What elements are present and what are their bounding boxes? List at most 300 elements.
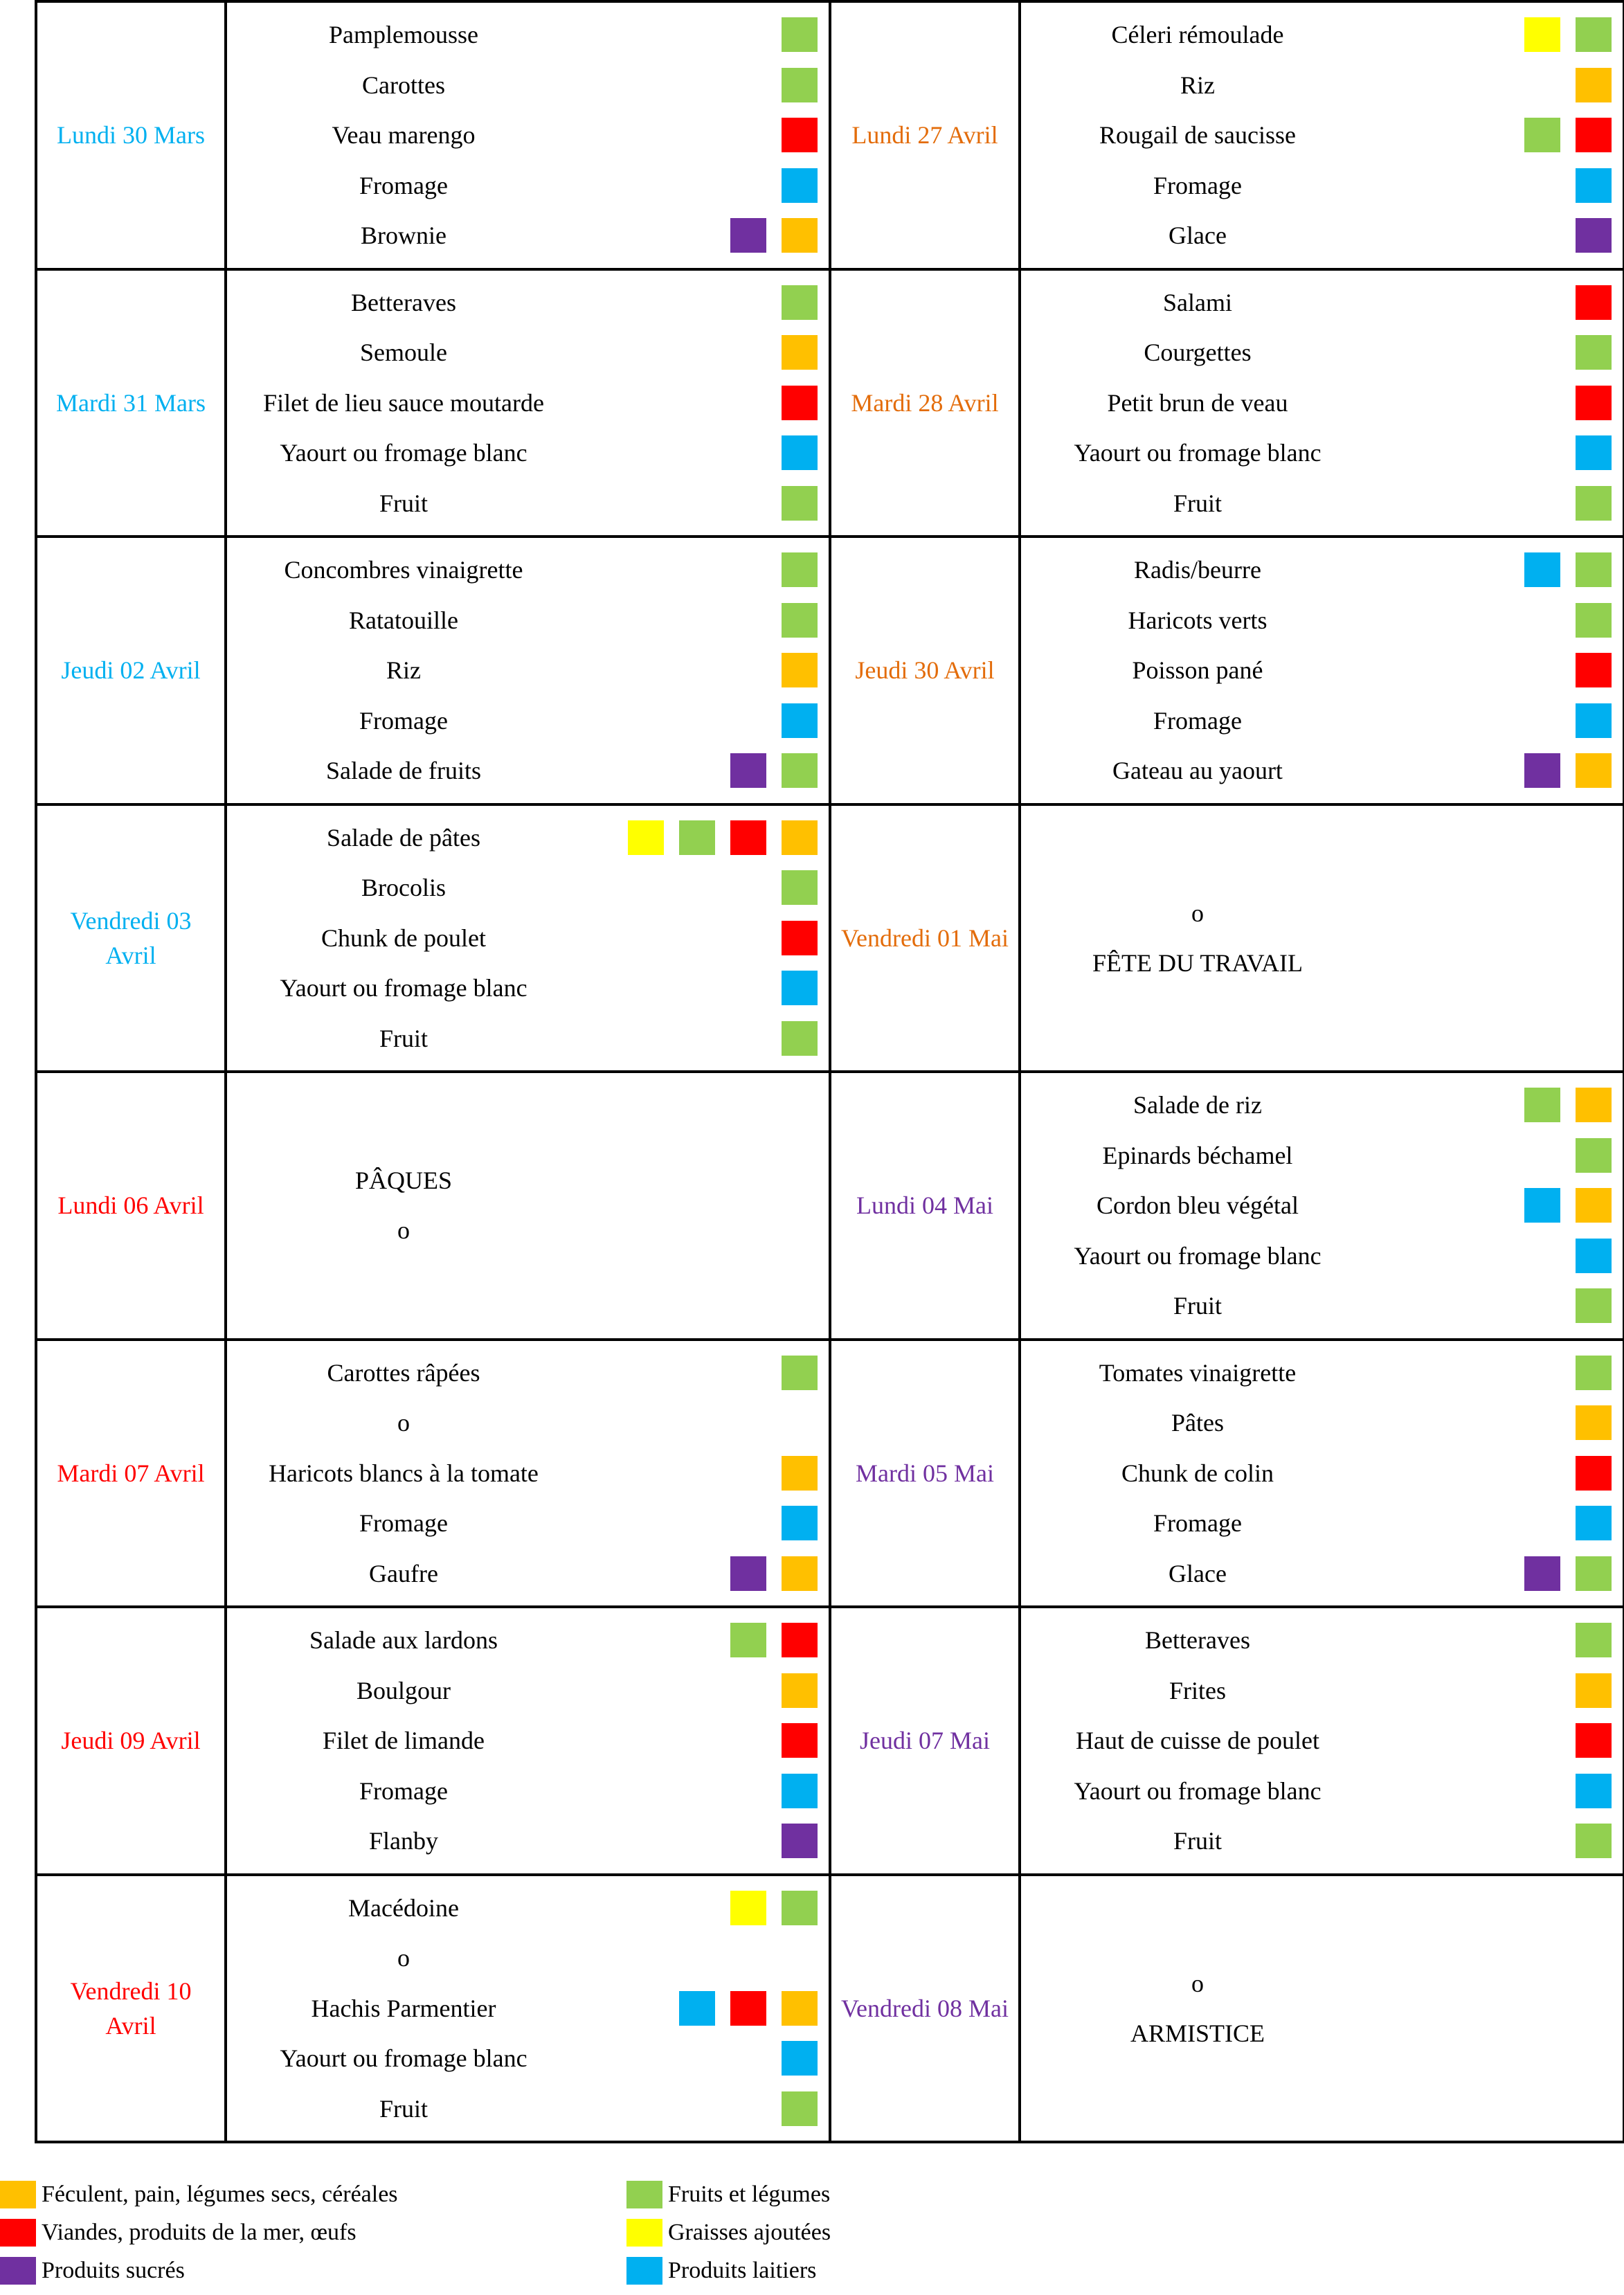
menu-item xyxy=(227,10,829,60)
menu-item-name: Poisson pané xyxy=(1132,656,1263,685)
menu-item-name: Fruit xyxy=(1173,489,1222,517)
day-menu xyxy=(1020,1340,1624,1608)
menu-item xyxy=(227,1398,829,1448)
menu-message-text: FÊTE DU TRAVAIL xyxy=(1092,948,1303,977)
food-group-swatch-laitier xyxy=(782,1774,818,1808)
food-group-swatches xyxy=(1576,335,1612,370)
menu-message xyxy=(227,1205,829,1255)
food-group-swatch-viande xyxy=(782,1623,818,1657)
food-group-swatch-feculent xyxy=(1576,1088,1612,1122)
day-menu xyxy=(226,1,830,269)
legend-label: Produits sucrés xyxy=(42,2258,185,2283)
food-group-swatches xyxy=(782,703,818,738)
menu-item-name: Gaufre xyxy=(369,1559,438,1587)
food-group-swatches xyxy=(782,653,818,687)
menu-row xyxy=(36,1,1624,269)
food-group-swatch-laitier xyxy=(782,1506,818,1540)
day-label: Mardi 07 Avril xyxy=(36,1340,226,1608)
menu-item-name: Veau marengo xyxy=(332,121,476,150)
food-group-swatches xyxy=(1524,118,1612,152)
day-label: Lundi 27 Avril xyxy=(830,1,1020,269)
menu-item-name: o xyxy=(397,1944,410,1972)
food-group-swatch-sucre xyxy=(782,1824,818,1858)
menu-item-name: Courgettes xyxy=(1144,339,1252,367)
food-group-swatch-fruits xyxy=(1576,1623,1612,1657)
food-group-swatches xyxy=(782,921,818,955)
food-group-swatches xyxy=(782,2091,818,2126)
food-group-swatches xyxy=(782,971,818,1005)
legend-swatch xyxy=(0,2181,36,2208)
menu-item xyxy=(1021,1615,1623,1665)
menu-item-name: Fromage xyxy=(1153,706,1242,735)
food-group-swatches xyxy=(730,218,818,253)
menu-item-name: Salade aux lardons xyxy=(309,1626,498,1655)
day-menu xyxy=(1020,537,1624,804)
menu-message xyxy=(1021,1958,1623,2008)
legend-swatch xyxy=(626,2181,662,2208)
menu-item xyxy=(1021,1180,1623,1230)
food-group-swatches xyxy=(782,285,818,320)
food-group-swatches xyxy=(782,1456,818,1491)
menu-item xyxy=(1021,428,1623,478)
day-menu xyxy=(1020,269,1624,537)
menu-item xyxy=(227,327,829,377)
day-menu xyxy=(1020,1607,1624,1875)
food-group-swatches xyxy=(782,335,818,370)
food-group-swatches xyxy=(782,118,818,152)
food-group-swatches xyxy=(782,1723,818,1758)
day-label: Jeudi 07 Mai xyxy=(830,1607,1020,1875)
menu-item-name: Salade de fruits xyxy=(326,757,481,785)
food-group-swatches xyxy=(1576,1405,1612,1440)
food-group-swatches xyxy=(1576,1456,1612,1491)
food-group-swatch-sucre xyxy=(1524,1556,1560,1591)
menu-item xyxy=(227,210,829,260)
menu-item xyxy=(1021,210,1623,260)
food-group-swatch-viande xyxy=(730,1991,766,2026)
legend-item-laitier xyxy=(626,2257,816,2285)
day-menu xyxy=(1020,1,1624,269)
food-group-swatch-fruits xyxy=(782,1891,818,1925)
food-group-swatches xyxy=(628,820,818,855)
food-group-swatch-viande xyxy=(782,118,818,152)
day-menu xyxy=(226,1875,830,2143)
menu-item xyxy=(227,1716,829,1765)
menu-item-name: Epinards béchamel xyxy=(1102,1141,1293,1169)
food-group-swatches xyxy=(782,386,818,420)
food-group-swatch-laitier xyxy=(1576,1506,1612,1540)
food-group-swatch-feculent xyxy=(1576,753,1612,788)
menu-item xyxy=(227,1013,829,1063)
legend-swatch xyxy=(626,2219,662,2247)
menu-item-name: Tomates vinaigrette xyxy=(1099,1358,1297,1387)
menu-item-name: Fruit xyxy=(379,489,428,517)
menu-item-name: Boulgour xyxy=(356,1676,451,1704)
menu-item-name: Yaourt ou fromage blanc xyxy=(1074,1241,1321,1270)
food-group-swatch-laitier xyxy=(1576,1239,1612,1273)
food-group-swatch-laitier xyxy=(782,168,818,203)
menu-item-name: Glace xyxy=(1169,1559,1227,1587)
menu-item-name: Fromage xyxy=(359,1776,448,1805)
legend-label: Viandes, produits de la mer, œufs xyxy=(42,2220,357,2245)
food-group-swatch-fruits xyxy=(1576,335,1612,370)
menu-item xyxy=(227,1615,829,1665)
food-group-swatches xyxy=(782,486,818,521)
menu-item xyxy=(227,60,829,110)
food-group-swatches xyxy=(1576,1138,1612,1173)
food-group-swatches xyxy=(1576,653,1612,687)
day-label: Jeudi 02 Avril xyxy=(36,537,226,804)
menu-item-name: Flanby xyxy=(368,1827,438,1855)
food-group-swatches xyxy=(1576,1356,1612,1390)
day-label: Vendredi 01 Mai xyxy=(830,804,1020,1072)
day-menu xyxy=(1020,1875,1624,2143)
menu-item xyxy=(1021,1230,1623,1280)
food-group-swatches xyxy=(1524,1188,1612,1223)
day-label: Jeudi 30 Avril xyxy=(830,537,1020,804)
food-group-swatches xyxy=(782,552,818,587)
menu-item xyxy=(227,746,829,795)
food-group-swatch-laitier xyxy=(1576,703,1612,738)
legend-label: Produits laitiers xyxy=(668,2258,817,2283)
food-group-swatches xyxy=(1576,285,1612,320)
day-label: Mardi 28 Avril xyxy=(830,269,1020,537)
food-group-swatch-graisse xyxy=(628,820,664,855)
day-label: Lundi 30 Mars xyxy=(36,1,226,269)
food-group-swatches xyxy=(730,1623,818,1657)
menu-item-name: Brocolis xyxy=(361,874,446,902)
menu-item xyxy=(227,645,829,695)
menu-item xyxy=(1021,1666,1623,1716)
day-label: Mardi 05 Mai xyxy=(830,1340,1020,1608)
food-group-swatch-feculent xyxy=(782,1673,818,1708)
menu-item-name: Glace xyxy=(1169,222,1227,250)
food-group-swatches xyxy=(1576,1623,1612,1657)
day-menu xyxy=(226,537,830,804)
day-label: Vendredi 08 Mai xyxy=(830,1875,1020,2143)
food-group-swatch-viande xyxy=(782,921,818,955)
food-group-swatch-fruits xyxy=(782,1356,818,1390)
food-group-swatch-fruits xyxy=(1576,486,1612,521)
menu-item xyxy=(227,863,829,912)
food-group-swatches xyxy=(1576,68,1612,102)
food-group-swatches xyxy=(782,1021,818,1056)
food-group-swatch-viande xyxy=(782,386,818,420)
menu-item-name: Brownie xyxy=(361,222,446,250)
day-menu xyxy=(226,269,830,537)
menu-item-name: Betteraves xyxy=(351,288,456,316)
food-group-swatches xyxy=(1524,1088,1612,1122)
food-group-swatches xyxy=(1576,1288,1612,1323)
day-menu xyxy=(226,1340,830,1608)
menu-item-name: Carottes râpées xyxy=(327,1358,480,1387)
day-menu xyxy=(226,804,830,1072)
menu-item-name: Yaourt ou fromage blanc xyxy=(280,439,527,467)
menu-item xyxy=(1021,1498,1623,1548)
legend-label: Fruits et légumes xyxy=(668,2181,831,2207)
menu-message-text: PÂQUES xyxy=(354,1167,453,1195)
legend-swatch xyxy=(0,2219,36,2247)
menu-message-text: o xyxy=(1191,899,1204,927)
menu-message xyxy=(1021,888,1623,937)
menu-message xyxy=(227,1155,829,1205)
food-group-swatch-feculent xyxy=(1576,68,1612,102)
menu-item-name: Salade de riz xyxy=(1133,1091,1262,1119)
menu-item-name: Fromage xyxy=(1153,1509,1242,1538)
day-menu xyxy=(226,1607,830,1875)
menu-item xyxy=(227,1883,829,1933)
food-group-swatch-fruits xyxy=(1576,552,1612,587)
food-group-swatch-viande xyxy=(1576,285,1612,320)
food-group-swatches xyxy=(782,1774,818,1808)
food-group-swatch-sucre xyxy=(730,218,766,253)
food-group-swatch-viande xyxy=(1576,118,1612,152)
menu-item-name: Filet de lieu sauce moutarde xyxy=(263,388,544,417)
menu-item xyxy=(227,160,829,210)
menu-item xyxy=(1021,746,1623,795)
food-group-swatch-fruits xyxy=(782,2091,818,2126)
menu-item xyxy=(227,2033,829,2083)
menu-item-name: Yaourt ou fromage blanc xyxy=(280,974,527,1002)
menu-item xyxy=(227,1348,829,1398)
food-group-swatches xyxy=(1576,603,1612,638)
food-group-swatch-viande xyxy=(1576,653,1612,687)
menu-item-name: Fruit xyxy=(1173,1292,1222,1320)
menu-item-name: Chunk de colin xyxy=(1121,1459,1274,1487)
menu-item-name: Frites xyxy=(1169,1676,1226,1704)
food-group-swatch-laitier xyxy=(782,703,818,738)
menu-item xyxy=(1021,110,1623,160)
menu-item-name: Salami xyxy=(1163,288,1232,316)
menu-row xyxy=(36,537,1624,804)
food-group-swatch-feculent xyxy=(1576,1405,1612,1440)
food-group-swatch-laitier xyxy=(1524,552,1560,587)
food-group-swatch-fruits xyxy=(730,1623,766,1657)
menu-item xyxy=(227,110,829,160)
menu-item xyxy=(1021,1765,1623,1815)
food-group-swatch-laitier xyxy=(782,2041,818,2076)
food-group-swatches xyxy=(782,1673,818,1708)
menu-item xyxy=(1021,1080,1623,1130)
menu-item-name: Ratatouille xyxy=(349,606,458,634)
menu-item-name: Semoule xyxy=(360,339,447,367)
menu-item xyxy=(1021,278,1623,327)
legend-swatch xyxy=(0,2257,36,2285)
food-group-swatch-sucre xyxy=(730,1556,766,1591)
food-group-swatches xyxy=(1576,1774,1612,1808)
food-group-swatch-fruits xyxy=(782,603,818,638)
food-group-swatch-fruits xyxy=(782,753,818,788)
food-group-swatch-laitier xyxy=(782,435,818,470)
menu-item xyxy=(227,913,829,963)
menu-item-name: Fromage xyxy=(1153,171,1242,199)
food-group-swatches xyxy=(782,168,818,203)
food-group-swatches xyxy=(1524,753,1612,788)
menu-item xyxy=(227,1765,829,1815)
food-group-swatch-viande xyxy=(1576,1456,1612,1491)
menu-item-name: Yaourt ou fromage blanc xyxy=(1074,1776,1321,1805)
menu-item xyxy=(227,545,829,595)
menu-item xyxy=(1021,645,1623,695)
menu-item xyxy=(227,1548,829,1598)
food-group-swatches xyxy=(1524,552,1612,587)
food-group-swatches xyxy=(782,435,818,470)
food-group-swatch-fruits xyxy=(782,1021,818,1056)
menu-item-name: Fromage xyxy=(359,1509,448,1538)
food-group-swatch-fruits xyxy=(1576,603,1612,638)
food-group-swatches xyxy=(1576,218,1612,253)
menu-item xyxy=(1021,327,1623,377)
food-group-swatch-viande xyxy=(782,1723,818,1758)
food-group-swatch-fruits xyxy=(1576,17,1612,52)
food-group-swatch-fruits xyxy=(1576,1356,1612,1390)
food-group-swatch-feculent xyxy=(782,1456,818,1491)
menu-item xyxy=(1021,545,1623,595)
food-group-swatches xyxy=(782,603,818,638)
menu-row xyxy=(36,1072,1624,1340)
food-group-swatch-fruits xyxy=(1576,1556,1612,1591)
food-group-swatches xyxy=(1576,486,1612,521)
food-group-swatch-fruits xyxy=(782,486,818,521)
menu-item xyxy=(1021,595,1623,645)
menu-item-name: Haut de cuisse de poulet xyxy=(1076,1727,1319,1755)
legend-item-viande xyxy=(0,2219,357,2247)
food-group-swatches xyxy=(782,1824,818,1858)
menu-item xyxy=(227,1448,829,1498)
food-group-swatch-feculent xyxy=(782,1991,818,2026)
day-menu xyxy=(226,1072,830,1340)
menu-item-name: Carottes xyxy=(362,71,445,99)
food-group-swatches xyxy=(782,870,818,905)
food-group-swatches xyxy=(1576,168,1612,203)
day-label: Lundi 04 Mai xyxy=(830,1072,1020,1340)
food-group-swatch-laitier xyxy=(1576,435,1612,470)
menu-item xyxy=(1021,1548,1623,1598)
food-group-swatch-feculent xyxy=(782,1556,818,1591)
menu-row xyxy=(36,1875,1624,2143)
food-group-swatches xyxy=(782,1506,818,1540)
food-group-swatch-laitier xyxy=(782,971,818,1005)
menu-message xyxy=(1021,2008,1623,2058)
food-group-swatch-feculent xyxy=(1576,1188,1612,1223)
menu-item-name: Pâtes xyxy=(1171,1409,1224,1437)
menu-item-name: Betteraves xyxy=(1145,1626,1250,1655)
menu-item-name: Pamplemousse xyxy=(329,21,478,49)
food-group-swatch-laitier xyxy=(1576,1774,1612,1808)
menu-item-name: Fromage xyxy=(359,706,448,735)
food-group-swatches xyxy=(1524,17,1612,52)
food-group-swatch-feculent xyxy=(782,653,818,687)
food-group-swatches xyxy=(782,2041,818,2076)
menu-item-name: Fruit xyxy=(379,1024,428,1052)
food-group-swatches xyxy=(1576,1506,1612,1540)
day-label: Lundi 06 Avril xyxy=(36,1072,226,1340)
food-group-swatches xyxy=(679,1991,818,2026)
food-group-swatches xyxy=(1576,703,1612,738)
menu-item xyxy=(1021,1716,1623,1765)
menu-item xyxy=(227,963,829,1013)
menu-item-name: Salade de pâtes xyxy=(327,823,480,852)
food-group-swatch-feculent xyxy=(782,218,818,253)
menu-item xyxy=(1021,1348,1623,1398)
menu-item xyxy=(1021,60,1623,110)
food-group-swatches xyxy=(730,1891,818,1925)
food-group-swatches xyxy=(782,68,818,102)
legend-label: Féculent, pain, légumes secs, céréales xyxy=(42,2181,398,2207)
food-group-swatch-graisse xyxy=(1524,17,1560,52)
menu-item xyxy=(227,1816,829,1866)
food-group-swatch-fruits xyxy=(782,285,818,320)
menu-message-text: o xyxy=(1191,1969,1204,1997)
food-group-swatch-sucre xyxy=(730,753,766,788)
menu-item-name: Haricots verts xyxy=(1128,606,1267,634)
menu-item xyxy=(227,595,829,645)
menu-item-name: Cordon bleu végétal xyxy=(1097,1191,1299,1220)
food-group-swatch-laitier xyxy=(1524,1188,1560,1223)
menu-item xyxy=(1021,1816,1623,1866)
menu-item-name: Chunk de poulet xyxy=(321,924,486,952)
legend-item-graisse xyxy=(626,2219,831,2247)
menu-table xyxy=(35,0,1624,2143)
menu-item xyxy=(227,1983,829,2033)
menu-item-name: Fruit xyxy=(1173,1827,1222,1855)
menu-item xyxy=(227,695,829,745)
food-group-swatch-fruits xyxy=(782,17,818,52)
menu-item-name: o xyxy=(397,1409,410,1437)
day-label: Vendredi 03 Avril xyxy=(36,804,226,1072)
menu-item xyxy=(1021,160,1623,210)
menu-row xyxy=(36,804,1624,1072)
menu-item-name: Hachis Parmentier xyxy=(311,1994,496,2022)
day-menu xyxy=(1020,804,1624,1072)
menu-item-name: Fruit xyxy=(379,2094,428,2123)
day-label: Vendredi 10 Avril xyxy=(36,1875,226,2143)
menu-item-name: Gateau au yaourt xyxy=(1112,757,1283,785)
menu-item xyxy=(1021,1281,1623,1331)
menu-item xyxy=(1021,1448,1623,1498)
food-group-swatches xyxy=(730,1556,818,1591)
food-group-swatches xyxy=(1576,1723,1612,1758)
menu-item xyxy=(227,813,829,863)
menu-item xyxy=(227,1666,829,1716)
menu-item xyxy=(1021,1398,1623,1448)
food-group-swatch-viande xyxy=(1576,386,1612,420)
food-group-swatches xyxy=(1576,1824,1612,1858)
menu-item xyxy=(1021,478,1623,528)
menu-item xyxy=(1021,10,1623,60)
day-menu xyxy=(1020,1072,1624,1340)
menu-item xyxy=(1021,695,1623,745)
food-group-swatch-viande xyxy=(730,820,766,855)
menu-item xyxy=(227,2083,829,2133)
legend-item-sucre xyxy=(0,2257,185,2285)
legend xyxy=(0,2181,1624,2295)
menu-item xyxy=(1021,378,1623,428)
legend-item-fruits xyxy=(626,2181,830,2208)
food-group-swatches xyxy=(782,17,818,52)
food-group-swatch-fruits xyxy=(782,552,818,587)
menu-item xyxy=(227,1933,829,1983)
food-group-swatches xyxy=(1576,435,1612,470)
legend-swatch xyxy=(626,2257,662,2285)
menu-message-text: o xyxy=(397,1216,410,1245)
food-group-swatch-fruits xyxy=(1576,1824,1612,1858)
menu-item-name: Yaourt ou fromage blanc xyxy=(1074,439,1321,467)
food-group-swatches xyxy=(782,1356,818,1390)
food-group-swatch-fruits xyxy=(1576,1288,1612,1323)
menu-item xyxy=(227,1498,829,1548)
food-group-swatch-sucre xyxy=(1524,753,1560,788)
